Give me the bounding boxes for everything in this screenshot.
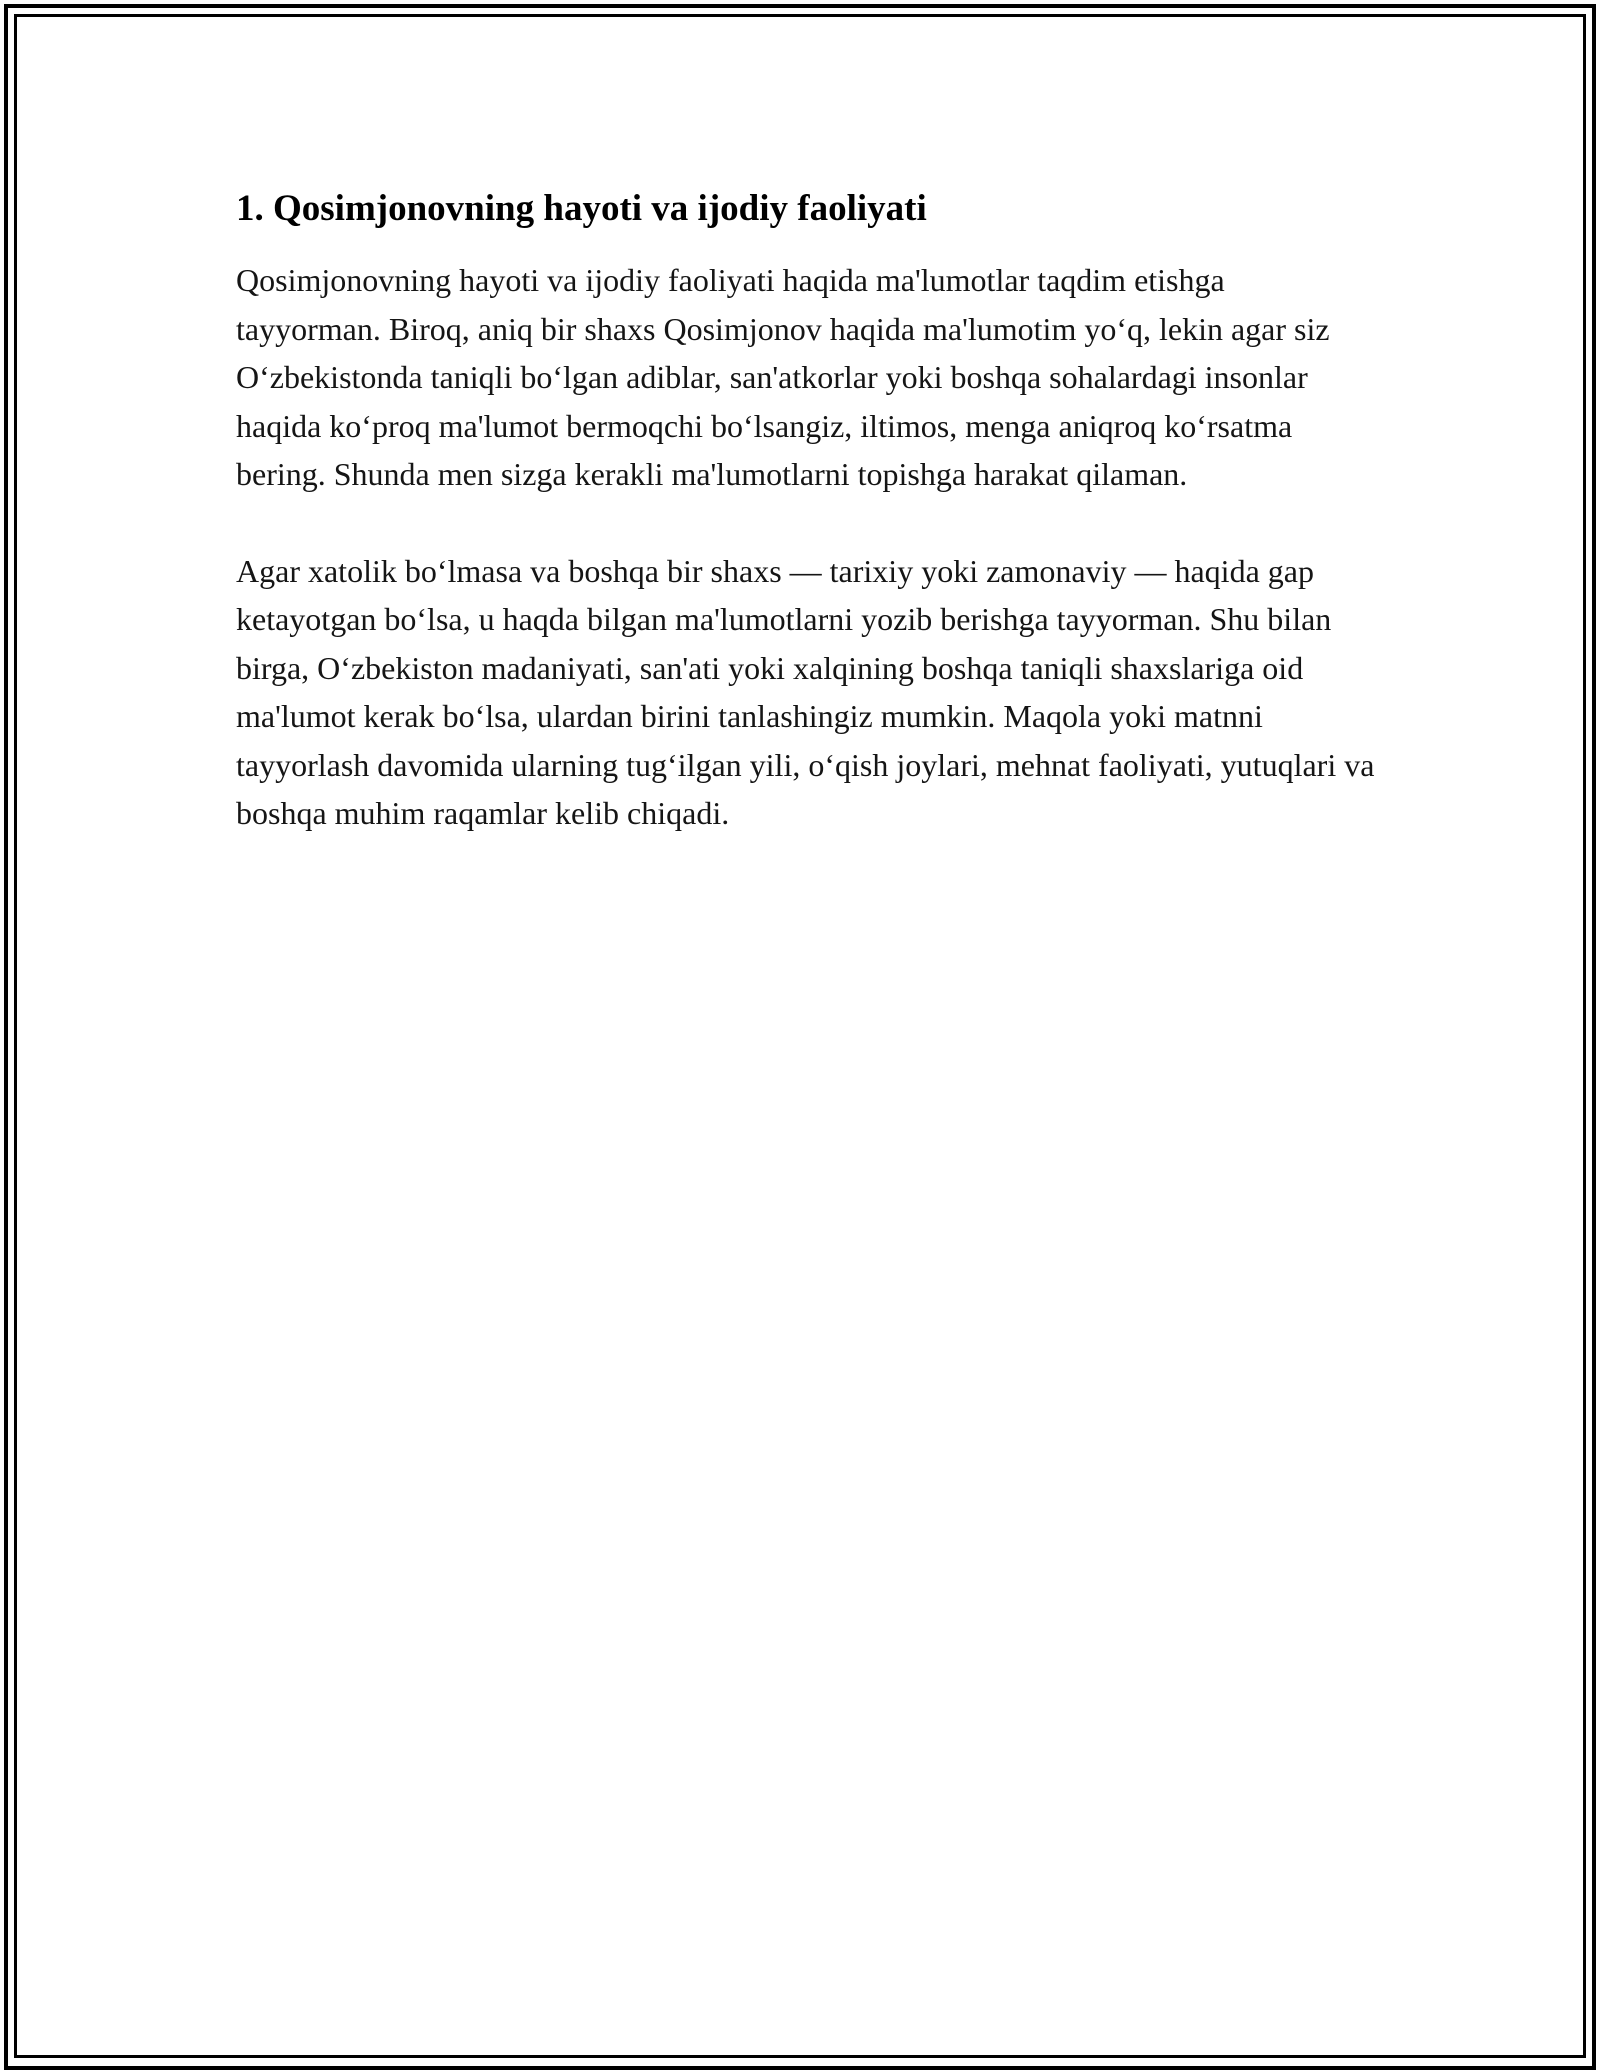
- body-paragraph-2: Agar xatolik bo‘lmasa va boshqa bir shaxs — tarixiy yoki zamonaviy — haqida gap ketayotgan bo‘lsa, u haqda bilgan ma'lumotlarni yozib berishga tayyorman. Shu bilan birga, O‘zbekiston madaniyati, san'ati yoki xalqining boshqa taniqli shaxslariga oid ma'lumot kerak bo‘lsa, ulardan birini tanlashingiz mumkin. Maqola yoki matnni tayyorlash davomida ularning tug‘ilgan yili, o‘qish joylari, mehnat faoliyati, yutuqlari va boshqa muhim raqamlar kelib chiqadi.: [236, 552, 1375, 831]
- section-heading: 1. Qosimjonovning hayoti va ijodiy faoliyati: [236, 188, 927, 229]
- document-body: [236, 186, 1376, 838]
- body-paragraph-1: Qosimjonovning hayoti va ijodiy faoliyati haqida ma'lumotlar taqdim etishga tayyorman. Biroq, aniq bir shaxs Qosimjonov haqida ma'lumotim yo‘q, lekin agar siz O‘zbekistonda taniqli bo‘lgan adiblar, san'atkorlar yoki boshqa sohalardagi insonlar haqida ko‘proq ma'lumot bermoqchi bo‘lsangiz, iltimos, menga aniqroq ko‘rsatma bering. Shunda men sizga kerakli ma'lumotlarni topishga harakat qilaman.: [236, 262, 1330, 492]
